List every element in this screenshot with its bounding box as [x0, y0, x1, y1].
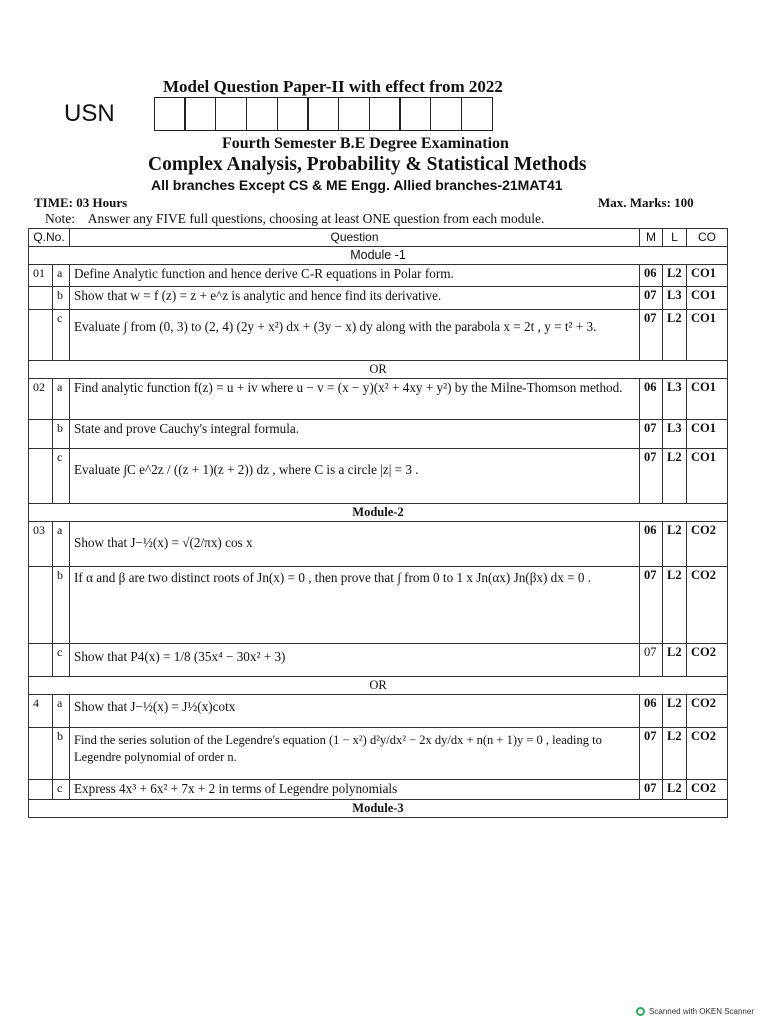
- q-number: 4: [29, 695, 53, 728]
- note-label: Note:: [45, 211, 75, 226]
- q-number: [29, 728, 53, 780]
- q-level: L3: [663, 379, 687, 420]
- q-text: Show that J−½(x) = √(2/πx) cos x: [70, 522, 640, 567]
- question-table: [28, 228, 728, 818]
- q-sub: b: [53, 567, 70, 644]
- usn-box[interactable]: [215, 97, 247, 131]
- semester-heading: Fourth Semester B.E Degree Examination: [222, 135, 509, 152]
- table-header-row: [29, 229, 728, 247]
- q-number: [29, 310, 53, 361]
- q-co: CO2: [687, 695, 728, 728]
- usn-box[interactable]: [184, 97, 216, 131]
- usn-box[interactable]: [277, 97, 309, 131]
- q-co: CO1: [687, 449, 728, 504]
- q-level: L2: [663, 522, 687, 567]
- col-header-marks: M: [640, 229, 663, 247]
- q-co: CO1: [687, 310, 728, 361]
- or-separator: OR: [29, 677, 728, 695]
- q-marks: 07: [640, 310, 663, 361]
- usn-box[interactable]: [461, 97, 493, 131]
- usn-box[interactable]: [154, 97, 186, 131]
- q-level: L2: [663, 780, 687, 800]
- table-row: [29, 449, 728, 504]
- q-sub: c: [53, 644, 70, 677]
- q-sub: b: [53, 420, 70, 449]
- col-header-level: L: [663, 229, 687, 247]
- q-co: CO2: [687, 728, 728, 780]
- q-text: Evaluate ∫ from (0, 3) to (2, 4) (2y + x²) dx + (3y − x) dy along with the parabola x = 2t , y = t² + 3.: [70, 310, 640, 361]
- q-level: L2: [663, 265, 687, 287]
- q-number: [29, 567, 53, 644]
- q-level: L3: [663, 287, 687, 310]
- or-row: [29, 677, 728, 695]
- q-marks: 07: [640, 728, 663, 780]
- q-text: Evaluate ∫C e^2z / ((z + 1)(z + 2)) dz , where C is a circle |z| = 3 .: [70, 449, 640, 504]
- q-number: [29, 644, 53, 677]
- q-marks: 07: [640, 644, 663, 677]
- q-text: If α and β are two distinct roots of Jn(x) = 0 , then prove that ∫ from 0 to 1 x Jn(αx) Jn(βx) dx = 0 .: [70, 567, 640, 644]
- q-marks: 06: [640, 522, 663, 567]
- q-sub: c: [53, 449, 70, 504]
- branches-heading: All branches Except CS & ME Engg. Allied branches-21MAT41: [151, 177, 563, 193]
- q-marks: 07: [640, 567, 663, 644]
- q-sub: a: [53, 379, 70, 420]
- q-number: [29, 449, 53, 504]
- table-row: [29, 265, 728, 287]
- q-marks: 06: [640, 379, 663, 420]
- q-number: 03: [29, 522, 53, 567]
- q-marks: 07: [640, 449, 663, 504]
- q-marks: 06: [640, 695, 663, 728]
- col-header-co: CO: [687, 229, 728, 247]
- usn-boxes[interactable]: [155, 97, 493, 131]
- or-row: [29, 361, 728, 379]
- q-text: Define Analytic function and hence derive C-R equations in Polar form.: [70, 265, 640, 287]
- q-co: CO2: [687, 567, 728, 644]
- q-text: Express 4x³ + 6x² + 7x + 2 in terms of Legendre polynomials: [70, 780, 640, 800]
- or-separator: OR: [29, 361, 728, 379]
- q-text: Find analytic function f(z) = u + iv where u − v = (x − y)(x² + 4xy + y²) by the Milne-Thomson method.: [70, 379, 640, 420]
- usn-box[interactable]: [399, 97, 431, 131]
- table-row: [29, 420, 728, 449]
- q-level: L3: [663, 420, 687, 449]
- q-text: State and prove Cauchy's integral formula.: [70, 420, 640, 449]
- q-sub: b: [53, 287, 70, 310]
- max-marks: Max. Marks: 100: [598, 195, 694, 210]
- table-row: [29, 728, 728, 780]
- scanner-text: Scanned with OKEN Scanner: [649, 1007, 754, 1016]
- q-number: [29, 780, 53, 800]
- table-row: [29, 567, 728, 644]
- exam-time: TIME: 03 Hours: [34, 195, 128, 210]
- q-sub: a: [53, 522, 70, 567]
- usn-box[interactable]: [430, 97, 462, 131]
- q-marks: 07: [640, 287, 663, 310]
- q-co: CO1: [687, 287, 728, 310]
- q-number: 01: [29, 265, 53, 287]
- usn-label: USN: [64, 100, 115, 127]
- q-sub: c: [53, 310, 70, 361]
- q-number: [29, 420, 53, 449]
- usn-box[interactable]: [369, 97, 401, 131]
- q-text: Show that w = f (z) = z + e^z is analytic and hence find its derivative.: [70, 287, 640, 310]
- module-heading: Module-2: [29, 504, 728, 522]
- table-row: [29, 310, 728, 361]
- q-number: [29, 287, 53, 310]
- q-co: CO1: [687, 379, 728, 420]
- table-row: [29, 780, 728, 800]
- table-row: [29, 379, 728, 420]
- q-co: CO1: [687, 420, 728, 449]
- q-text: Find the series solution of the Legendre's equation (1 − x²) d²y/dx² − 2x dy/dx + n(n + 1)y = 0 , leading to Legendre polynomial of order n.: [70, 728, 640, 780]
- q-level: L2: [663, 728, 687, 780]
- usn-box[interactable]: [307, 97, 339, 131]
- q-co: CO2: [687, 644, 728, 677]
- q-level: L2: [663, 567, 687, 644]
- q-sub: c: [53, 780, 70, 800]
- q-marks: 06: [640, 265, 663, 287]
- q-sub: b: [53, 728, 70, 780]
- subject-heading: Complex Analysis, Probability & Statistical Methods: [148, 154, 587, 175]
- q-text: Show that P4(x) = 1/8 (35x⁴ − 30x² + 3): [70, 644, 640, 677]
- col-header-question: Question: [70, 229, 640, 247]
- module-row: [29, 504, 728, 522]
- usn-box[interactable]: [338, 97, 370, 131]
- module-row: [29, 800, 728, 818]
- q-marks: 07: [640, 420, 663, 449]
- q-level: L2: [663, 644, 687, 677]
- note-text: Answer any FIVE full questions, choosing at least ONE question from each module.: [87, 211, 545, 226]
- instructions-note: [45, 211, 544, 227]
- module-heading: Module -1: [29, 247, 728, 265]
- q-level: L2: [663, 449, 687, 504]
- module-heading: Module-3: [29, 800, 728, 818]
- q-number: 02: [29, 379, 53, 420]
- q-co: CO2: [687, 522, 728, 567]
- table-row: [29, 644, 728, 677]
- usn-box[interactable]: [246, 97, 278, 131]
- q-text: Show that J−½(x) = J½(x)cotx: [70, 695, 640, 728]
- q-co: CO2: [687, 780, 728, 800]
- q-level: L2: [663, 695, 687, 728]
- paper-title: Model Question Paper-II with effect from 2022: [163, 77, 503, 96]
- table-row: [29, 522, 728, 567]
- col-header-qno: Q.No.: [29, 229, 70, 247]
- scanner-watermark: [636, 1007, 754, 1016]
- q-sub: a: [53, 695, 70, 728]
- module-row: [29, 247, 728, 265]
- q-level: L2: [663, 310, 687, 361]
- table-row: [29, 695, 728, 728]
- scanner-logo-icon: [636, 1007, 645, 1016]
- table-row: [29, 287, 728, 310]
- q-sub: a: [53, 265, 70, 287]
- q-marks: 07: [640, 780, 663, 800]
- q-co: CO1: [687, 265, 728, 287]
